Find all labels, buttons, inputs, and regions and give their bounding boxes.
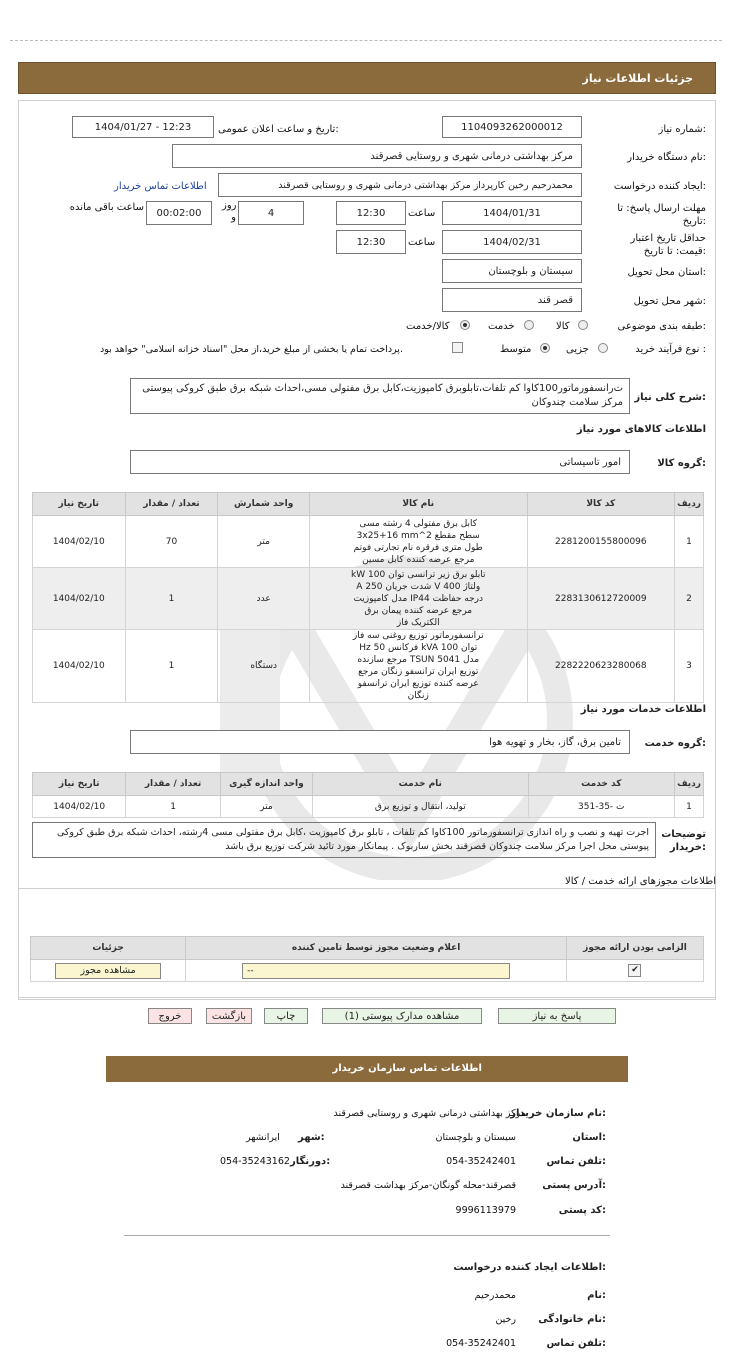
- goods-col-qty: تعداد / مقدار: [125, 493, 218, 516]
- view-permit-button[interactable]: مشاهده مجوز: [55, 963, 161, 979]
- reply-deadline-label: مهلت ارسال پاسخ: تا تاریخ:: [617, 203, 706, 227]
- row-qty: 1: [126, 796, 220, 818]
- row-index: 3: [675, 630, 704, 703]
- goods-table-header: [33, 493, 704, 516]
- top-divider: [10, 40, 722, 41]
- contact-fax: 054-35243162: [220, 1156, 290, 1167]
- summary-label: شرح کلی نیاز:: [634, 392, 706, 403]
- validity-date-field: 1404/02/31: [442, 230, 582, 254]
- goods-group-label: گروه کالا:: [657, 458, 706, 469]
- reply-date-field: 1404/01/31: [442, 201, 582, 225]
- process-radio-medium[interactable]: [540, 343, 550, 353]
- creator-info-title: اطلاعات ایجاد کننده درخواست:: [453, 1262, 606, 1273]
- row-unit: دستگاه: [218, 630, 310, 703]
- row-date: 1404/02/10: [33, 568, 126, 630]
- table-row[interactable]: [33, 630, 704, 703]
- print-button[interactable]: چاپ: [264, 1008, 308, 1024]
- row-code: 2282220623280068: [527, 630, 675, 703]
- contact-city-label: شهر:: [298, 1132, 325, 1143]
- row-qty: 1: [125, 568, 218, 630]
- contact-header: [106, 1056, 628, 1082]
- city-field: قصر قند: [442, 288, 582, 312]
- permit-required-checkbox[interactable]: ✔: [628, 964, 641, 977]
- row-name: تولید، انتقال و توزیع برق: [313, 796, 528, 818]
- table-row[interactable]: [33, 796, 704, 818]
- remaining-time-field: 00:02:00: [146, 201, 212, 225]
- contact-address-label: آدرس پستی:: [542, 1180, 606, 1191]
- treasury-payment-note: پرداخت تمام یا بخشی از مبلغ خرید،از محل "اسناد خزانه اسلامی" خواهد بود.: [100, 344, 403, 355]
- buyer-notes-field: اجرت تهیه و نصب و راه اندازی ترانسفورماتور 100کاوا کم تلفات ، تابلو برق کامپوزیت ،کابل برق مفتولی مسی 4رشته، احداث شبکه برق طبق کروکی پیوستی محل اجرا مرکز سلامت چندوکان قصرقند بخش ساربوک . پیمانکار مورد تائید شرکت توزیع برق باشد: [32, 822, 656, 858]
- table-row[interactable]: [33, 568, 704, 630]
- row-qty: 1: [125, 630, 218, 703]
- category-option-service: خدمت: [488, 321, 515, 332]
- permit-status-field[interactable]: --: [242, 963, 510, 979]
- contact-org: مرکز بهداشتی درمانی شهری و روستایی قصرقند: [333, 1108, 526, 1119]
- contact-divider: [124, 1235, 610, 1236]
- process-radio-minor[interactable]: [598, 343, 608, 353]
- page-title: جزئیات اطلاعات نیاز: [582, 72, 693, 85]
- province-field: سیستان و بلوچستان: [442, 259, 582, 283]
- contact-city: ایرانشهر: [246, 1132, 280, 1143]
- row-unit: عدد: [218, 568, 310, 630]
- goods-section-title: اطلاعات کالاهای مورد نیاز: [576, 424, 706, 435]
- creator-field: محمدرحیم رخین کارپرداز مرکز بهداشتی درمانی شهری و روستایی قصرقند: [218, 173, 582, 197]
- process-option-minor: جزیی: [566, 344, 589, 355]
- buyer-notes-label: توضیحات خریدار:: [661, 829, 706, 853]
- row-index: 1: [675, 796, 704, 818]
- services-table: [32, 772, 704, 818]
- permits-col-required: الزامی بودن ارائه مجوز: [566, 937, 703, 960]
- reply-time-field: 12:30: [336, 201, 406, 225]
- category-label: طبقه بندی موضوعی:: [617, 321, 706, 332]
- goods-group-field: امور تاسیساتی: [130, 450, 630, 474]
- row-date: 1404/02/10: [33, 796, 126, 818]
- category-radio-goods-service[interactable]: [460, 320, 470, 330]
- exit-button[interactable]: خروج: [148, 1008, 192, 1024]
- city-label: شهر محل تحویل:: [633, 296, 706, 307]
- row-unit: متر: [218, 516, 310, 568]
- summary-field: ت‌رانسفورماتور100کاوا کم تلفات،تابلوبرق کامپوزیت،کابل برق مفتولی مسی،احداث شبکه برق طبق کروکی پیوستی مرکز سلامت چندوکان: [130, 378, 630, 414]
- permits-col-status: اعلام وضعیت مجوز توسط تامین کننده: [186, 937, 567, 960]
- contact-phone-label: تلفن تماس:: [546, 1156, 606, 1167]
- category-radio-goods[interactable]: [578, 320, 588, 330]
- creator-name: محمدرحیم: [474, 1290, 516, 1301]
- buyer-org-field: مرکز بهداشتی درمانی شهری و روستایی قصرقند: [172, 144, 582, 168]
- services-col-unit: واحد اندازه گیری: [220, 773, 312, 796]
- province-label: استان محل تحویل:: [627, 267, 706, 278]
- contact-phone: 054-35242401: [446, 1156, 516, 1167]
- buyer-org-label: نام دستگاه خریدار:: [627, 152, 706, 163]
- row-name: ترانسفورماتور توزیع روغنی سه فاز توان 100 kVA فرکانس 50 Hz مدل TSUN 5041 مرجع سازنده توزیع ایران ترانسفو زنگان مرجع عرضه کننده توزیع ایران ترانسفو زنگان: [309, 630, 527, 703]
- announce-field: 1404/01/27 - 12:23: [72, 116, 214, 138]
- row-code: ت -35-351: [528, 796, 675, 818]
- treasury-payment-checkbox[interactable]: [452, 342, 463, 353]
- contact-province-label: استان:: [572, 1132, 606, 1143]
- row-name: کابل برق مفتولی 4 رشته مسی سطح مقطع 3x25+16 mm^2 طول متری فرقره نام تجارتی فوتم مرجع عرضه کننده کابل مسین: [309, 516, 527, 568]
- row-date: 1404/02/10: [33, 630, 126, 703]
- table-row: [31, 960, 704, 982]
- contact-postal-label: کد پستی:: [558, 1205, 606, 1216]
- services-col-qty: تعداد / مقدار: [126, 773, 220, 796]
- creator-phone: 054-35242401: [446, 1338, 516, 1349]
- creator-lastname: رخین: [495, 1314, 516, 1325]
- process-label: نوع فرآیند خرید :: [635, 344, 706, 355]
- services-table-header: [33, 773, 704, 796]
- row-code: 2283130612720009: [527, 568, 675, 630]
- services-col-name: نام خدمت: [313, 773, 528, 796]
- reply-time-label: ساعت: [408, 208, 436, 219]
- category-option-goods: کالا: [556, 321, 570, 332]
- back-button[interactable]: بازگشت: [206, 1008, 252, 1024]
- contact-postal: 9996113979: [455, 1205, 516, 1216]
- contact-title: اطلاعات تماس سازمان خریدار: [332, 1063, 482, 1074]
- validity-time-field: 12:30: [336, 230, 406, 254]
- need-number-label: شماره نیاز:: [658, 124, 706, 135]
- permit-details-cell: [31, 960, 186, 982]
- category-option-goods-service: کالا/خدمت: [406, 321, 450, 332]
- remaining-label: ساعت باقی مانده: [69, 202, 144, 213]
- permits-table: [30, 936, 704, 982]
- validity-label: حداقل تاریخ اعتبار قیمت: تا تاریخ:: [630, 233, 706, 257]
- services-col-date: تاریخ نیاز: [33, 773, 126, 796]
- view-attachments-button[interactable]: مشاهده مدارک پیوستی (1): [322, 1008, 482, 1024]
- contact-fax-label: دورنگار:: [290, 1156, 331, 1167]
- creator-phone-label: تلفن تماس:: [546, 1338, 606, 1349]
- row-qty: 70: [125, 516, 218, 568]
- contact-province: سیستان و بلوچستان: [435, 1132, 516, 1143]
- buyer-contact-link[interactable]: اطلاعات تماس خریدار: [114, 181, 207, 192]
- row-index: 2: [675, 568, 704, 630]
- reply-button[interactable]: پاسخ به نیاز: [498, 1008, 616, 1024]
- need-number-field: 1104093262000012: [442, 116, 582, 138]
- creator-lastname-label: نام خانوادگی:: [538, 1314, 606, 1325]
- page-header: [18, 62, 716, 94]
- process-option-medium: متوسط: [500, 344, 532, 355]
- creator-label: ایجاد کننده درخواست:: [613, 181, 706, 192]
- contact-org-label: نام سازمان خریدار:: [510, 1108, 606, 1119]
- goods-col-index: ردیف: [675, 493, 704, 516]
- contact-address: قصرقند-محله گونگان-مرکز بهداشت قصرقند: [340, 1180, 516, 1191]
- validity-time-label: ساعت: [408, 237, 436, 248]
- days-field: 4: [238, 201, 304, 225]
- creator-name-label: نام:: [587, 1290, 606, 1301]
- goods-col-code: کد کالا: [527, 493, 675, 516]
- goods-col-unit: واحد شمارش: [218, 493, 310, 516]
- services-col-code: کد خدمت: [528, 773, 675, 796]
- goods-col-date: تاریخ نیاز: [33, 493, 126, 516]
- services-group-label: گروه خدمت:: [644, 738, 706, 749]
- services-group-field: تامین برق، گاز، بخار و تهویه هوا: [130, 730, 630, 754]
- services-col-index: ردیف: [675, 773, 704, 796]
- table-row[interactable]: [33, 516, 704, 568]
- row-date: 1404/02/10: [33, 516, 126, 568]
- permit-required-cell: [566, 960, 703, 982]
- row-code: 2281200155800096: [527, 516, 675, 568]
- row-index: 1: [675, 516, 704, 568]
- permits-table-header: [31, 937, 704, 960]
- row-unit: متر: [220, 796, 312, 818]
- category-radio-service[interactable]: [524, 320, 534, 330]
- permits-col-details: جزئیات: [31, 937, 186, 960]
- goods-col-name: نام کالا: [309, 493, 527, 516]
- goods-table: [32, 492, 704, 703]
- services-section-title: اطلاعات خدمات مورد نیاز: [580, 704, 706, 715]
- days-label: روز و: [222, 200, 237, 223]
- permit-status-cell: [186, 960, 567, 982]
- row-name: تابلو برق زیر ترانسی توان 100 kW ولتاژ 400 V شدت جریان 250 A درجه حفاظت IP44 مدل کامپوزیت مرجع عرضه کننده پیمان برق الکتریک فاز: [309, 568, 527, 630]
- announce-label: تاریخ و ساعت اعلان عمومی:: [218, 124, 339, 135]
- permits-title: اطلاعات مجوزهای ارائه خدمت / کالا: [565, 876, 716, 887]
